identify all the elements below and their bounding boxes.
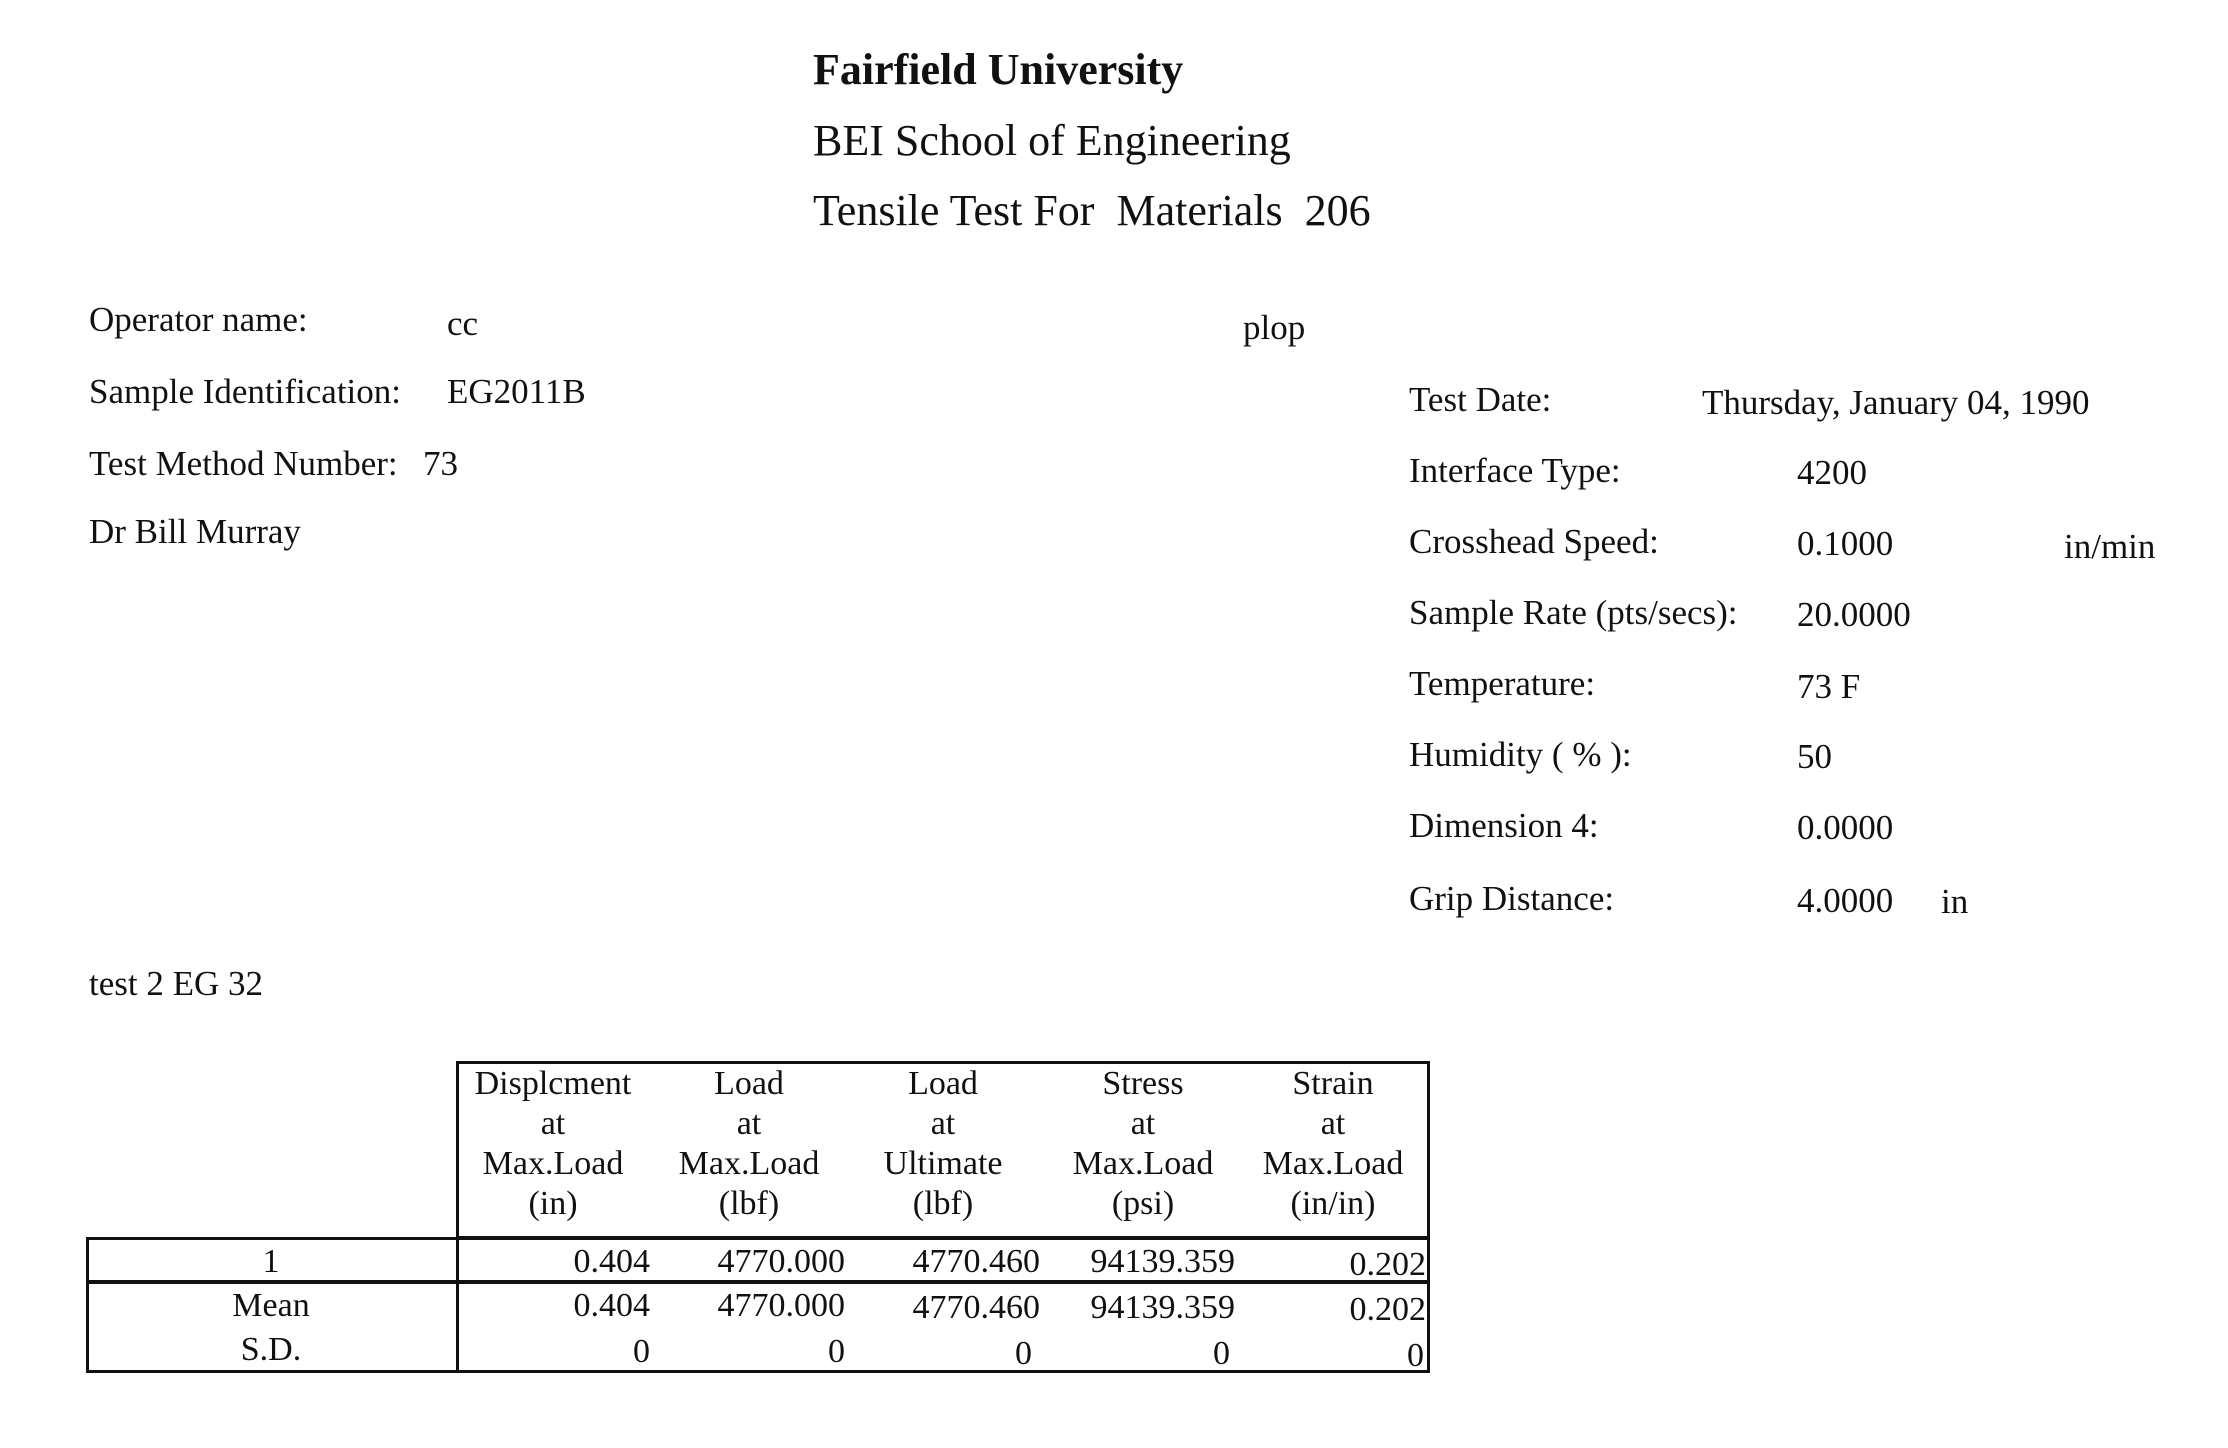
column-header-line: (psi): [1111, 1185, 1175, 1222]
table-divider: [456, 1237, 459, 1373]
operator-value: cc: [447, 304, 479, 343]
column-header-line: at: [930, 1105, 956, 1142]
column-header-line: Max.Load: [482, 1145, 624, 1182]
column-header-line: Load: [714, 1065, 784, 1102]
document-title: Tensile Test For Materials 206: [813, 186, 1371, 235]
column-header-line: at: [736, 1105, 762, 1142]
column-header-line: (lbf): [718, 1185, 780, 1222]
method-label: Test Method Number:: [89, 444, 398, 483]
dimension-label: Dimension 4:: [1409, 806, 1599, 845]
table-cell: 94139.359: [1090, 1243, 1235, 1280]
table-cell: 4770.460: [912, 1289, 1040, 1326]
interface-label: Interface Type:: [1409, 451, 1621, 490]
method-value: 73: [423, 444, 458, 483]
table-cell: 0: [1213, 1335, 1230, 1372]
column-header-line: Max.Load: [1072, 1145, 1214, 1182]
crosshead-label: Crosshead Speed:: [1409, 522, 1659, 561]
table-cell: 0.202: [1349, 1291, 1426, 1328]
column-header-line: Strain: [1292, 1065, 1374, 1102]
row-label-sd: S.D.: [240, 1331, 302, 1368]
column-header-line: (in): [528, 1185, 578, 1222]
sample-value: EG2011B: [447, 372, 586, 411]
column-header-line: Displcment: [474, 1065, 632, 1102]
table-cell: 0: [1015, 1335, 1032, 1372]
dimension-value: 0.0000: [1797, 808, 1894, 847]
temperature-label: Temperature:: [1409, 664, 1596, 703]
operator-label: Operator name:: [89, 300, 308, 339]
table-cell: 0.202: [1349, 1246, 1426, 1283]
table-cell: 94139.359: [1090, 1289, 1235, 1326]
column-header-line: Stress: [1102, 1065, 1184, 1102]
interface-value: 4200: [1797, 453, 1867, 492]
column-header-line: (in/in): [1290, 1185, 1376, 1222]
column-header-line: (lbf): [912, 1185, 974, 1222]
column-header-line: Max.Load: [1262, 1145, 1404, 1182]
column-header-line: at: [1320, 1105, 1346, 1142]
column-header-displacement: [460, 1064, 646, 1224]
grip-unit: in: [1941, 882, 1969, 921]
column-header-line: Load: [908, 1065, 978, 1102]
humidity-value: 50: [1797, 737, 1832, 776]
row-label-mean: Mean: [232, 1287, 310, 1324]
column-header-strain: [1240, 1064, 1426, 1224]
crosshead-unit: in/min: [2064, 527, 2156, 566]
column-header-stress: [1045, 1064, 1241, 1224]
temperature-value: 73 F: [1797, 667, 1861, 706]
sample-rate-value: 20.0000: [1797, 595, 1911, 634]
sample-rate-label: Sample Rate (pts/secs):: [1409, 593, 1738, 632]
school-name: BEI School of Engineering: [813, 116, 1291, 165]
grip-value: 4.0000: [1797, 881, 1894, 920]
column-header-line: Ultimate: [883, 1145, 1003, 1182]
humidity-label: Humidity ( % ):: [1409, 735, 1632, 774]
table-cell: 4770.000: [717, 1287, 845, 1324]
grip-label: Grip Distance:: [1409, 879, 1615, 918]
column-header-load-ultimate: [850, 1064, 1036, 1224]
table-cell: 0: [633, 1333, 650, 1370]
plop-text: plop: [1243, 308, 1306, 347]
crosshead-value: 0.1000: [1797, 524, 1894, 563]
test-date-value: Thursday, January 04, 1990: [1702, 383, 2090, 422]
column-header-load-max: [656, 1064, 842, 1224]
table-cell: 4770.000: [717, 1243, 845, 1280]
table-cell: 0: [828, 1333, 845, 1370]
sample-label: Sample Identification:: [89, 372, 401, 411]
table-cell: 0.404: [573, 1287, 650, 1324]
table-cell: 4770.460: [912, 1243, 1040, 1280]
column-header-line: at: [1130, 1105, 1156, 1142]
column-header-line: Max.Load: [678, 1145, 820, 1182]
test-note: test 2 EG 32: [89, 964, 264, 1003]
instructor-name: Dr Bill Murray: [89, 512, 301, 551]
table-cell: 0.404: [573, 1243, 650, 1280]
row-label-1: 1: [262, 1243, 280, 1280]
test-date-label: Test Date:: [1409, 380, 1552, 419]
university-name: Fairfield University: [813, 45, 1184, 94]
column-header-line: at: [540, 1105, 566, 1142]
table-cell: 0: [1407, 1337, 1424, 1374]
